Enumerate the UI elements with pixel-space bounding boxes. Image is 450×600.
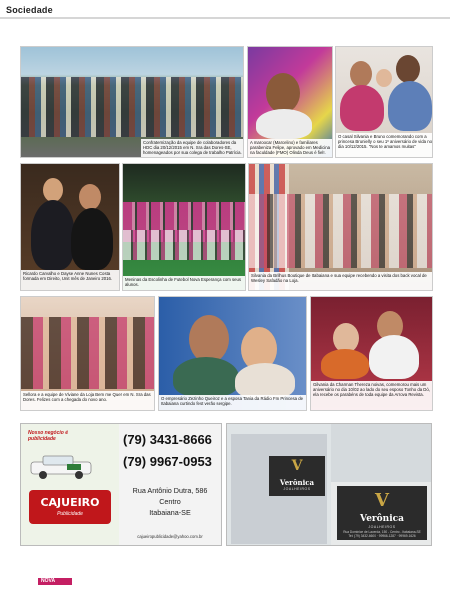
ad-address-street: Rua Antônio Dutra, 586 (132, 486, 208, 495)
ad-veronica-right (331, 424, 431, 545)
photo-caption: O casal Silvania e Bruno comemorando com a princesa Brunielly o seu 1º aniversário de vida no dia 10/12/2015. "Nos te amamos muitas" (336, 133, 433, 158)
showroom-image (331, 424, 431, 482)
photo-brunielly-birthday (335, 46, 433, 158)
ad-email: cajueiropublicidade@yahoo.com.br (137, 534, 203, 539)
veronica-address: Rua Dominice de Lacerda, 150 - Centro - Itabaiana-SE (343, 530, 421, 534)
photo-caption: Ricardo Carvalho e Dayse Anne Nunes Costa formada em Direito, Unit mês de Janeiro 2016. (21, 270, 120, 291)
footer-badge: NOVA (38, 578, 72, 585)
veronica-logo: V Verônica JOALHEIROS Rua Dominice de Lacerda, 150 - Centro - Itabaiana-SE Tel: (79) 3432-6600 · 99966-1287 · 99969-1626 (337, 486, 427, 540)
photo-caption: Confraternização da equipe de colaboradores da HDC dia 20/12/2015 em N. Sra das Dores-SE, homenageados por sua colega de trabalho Patrícia. (141, 139, 244, 158)
photo-caption: A maroocar (Marcelino) e familiares parabeniza Felipe, aprovado em Medicina na faculdade (FMO) Olinda Deus é fiel!. (248, 139, 333, 158)
photo-brilhus-boutique (248, 163, 433, 291)
ad-address-district: Centro (159, 497, 181, 506)
store-front-image (231, 434, 327, 544)
car-icon (27, 454, 97, 480)
photo-hdc-team (20, 46, 244, 158)
photo-caption: Meninas da Escolinha de Futebol Nova Esperança com seus alunos. (123, 276, 246, 291)
section-title: Sociedade (6, 5, 53, 15)
photo-futebol-nova-esperanca (122, 163, 246, 291)
ad-cajueiro (20, 423, 222, 546)
photo-ricardo-dayse (20, 163, 120, 291)
veronica-store-sign: V Verônica JOALHEIROS (269, 456, 325, 496)
photo-caption: Silvania da Brilhus Boutique de Itabaiana e sua equipe recebendo a visita dos back vocal de Wesley Safadão na Loja. (249, 272, 433, 291)
photo-caption: Gilvania da Charman Thereza noivas, comemorou mais um aniversário no dia 10/02 ao lado do seu esposo Tonho da Dó, ela recebe os parabéns de toda equipe da Arrova Revista. (311, 381, 433, 411)
ad-veronica (226, 423, 432, 546)
photo-caption: Sellora e a equipe de Viviane da Loja Bem me Quer em N. Sra das Dores. Felizes com a chegada do novo ano. (21, 391, 155, 411)
veronica-contact (337, 530, 427, 538)
veronica-phones: Tel: (79) 3432-6600 · 99966-1287 · 99969-1626 (348, 534, 416, 538)
page-header (0, 0, 450, 18)
photo-bem-me-quer (20, 296, 155, 411)
ad-cajueiro-visual (21, 424, 119, 545)
photo-zezinho-tania (158, 296, 307, 411)
photo-caption: O empresário Zezinho Queiroz e a esposa Tania da Rádio Fm Princesa de Itabaiana curtindo fest verão sergipe. (159, 395, 307, 411)
ad-address-city: Itabaiana-SE (149, 508, 191, 517)
photo-gilvania-charman (310, 296, 433, 411)
cajueiro-logo: CAJUEIRO Publicidade (29, 490, 111, 524)
ad-phone-1: (79) 3431-8666 (123, 432, 212, 447)
ad-slogan: Nosso negócio é publicidade (28, 430, 69, 442)
photo-felipe-medicina (247, 46, 333, 158)
header-rule (0, 17, 450, 19)
ad-phone-2: (79) 9967-0953 (123, 454, 212, 469)
